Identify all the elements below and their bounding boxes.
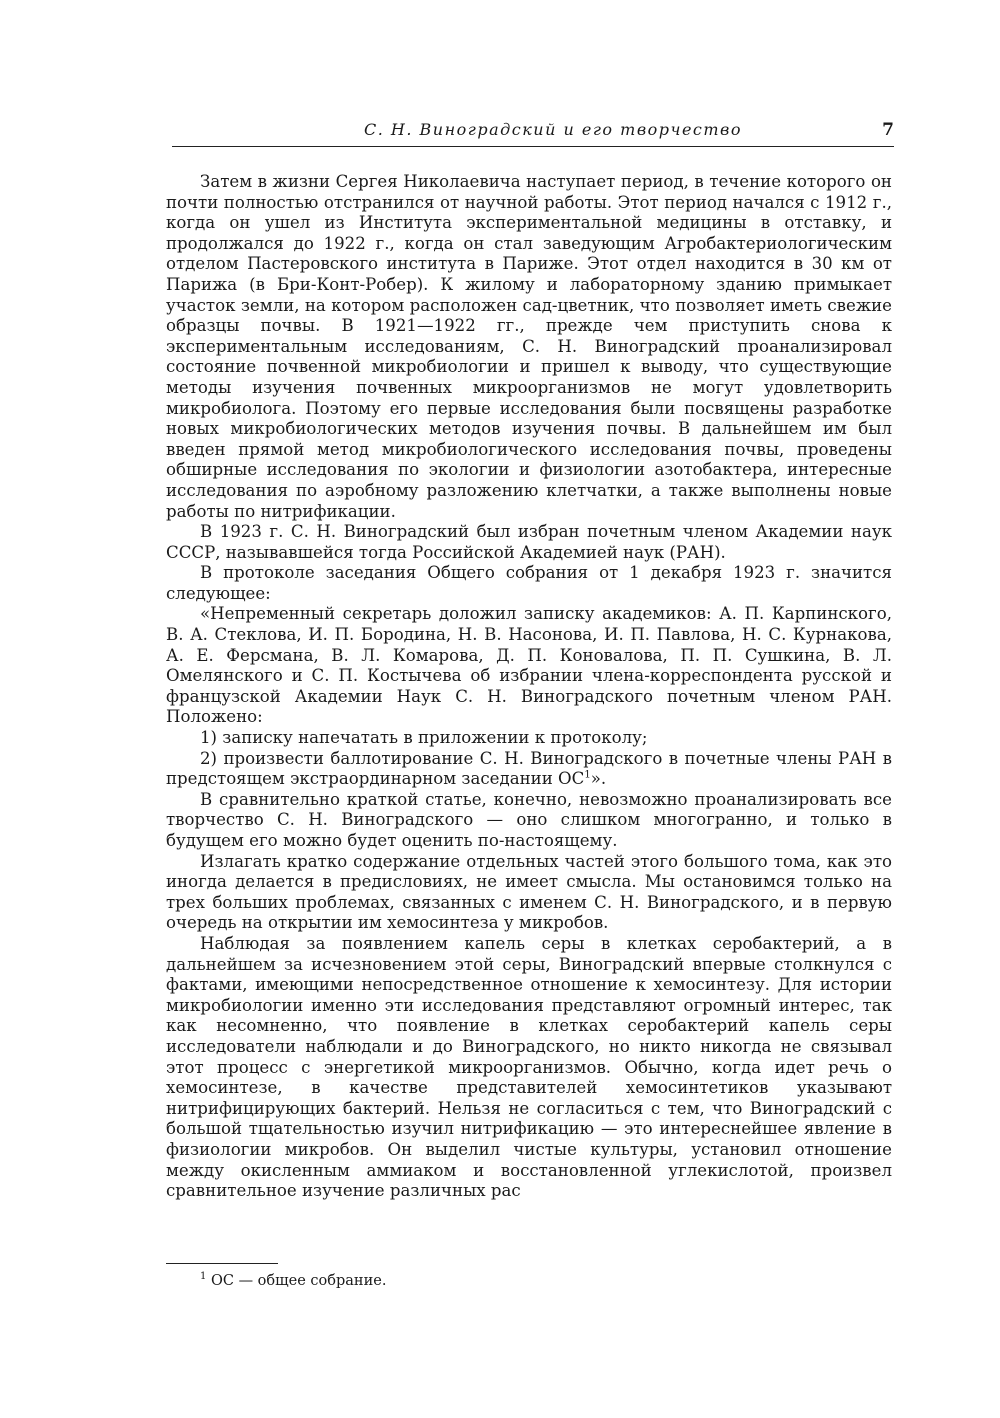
- paragraph-6: Наблюдая за появлением капель серы в клетках серобактерий, а в дальнейшем за исчезновением этой серы, Виноградский впервые столкнулся с фактами, имеющими непосредственное отношение к хемосинтезу. Для истории микробиологии именно эти исследования представляют огромный интерес, так как несомненно, что появление в клетках серобактерий капель серы исследователи наблюдали и до Виноградского, но никто никогда не связывал этот процесс с энергетикой микроорганизмов. Обычно, когда идет речь о хемосинтезе, в качестве представителей хемосинтетиков указывают нитрифицирующих бактерий. Нельзя не согласиться с тем, что Виноградский с большой тщательностью изучил нитрификацию — это интереснейшее явление в физиологии микробов. Он выделил чистые культуры, установил отношение между окисленным аммиаком и восстановленной углекислотой, произвел сравнительное изучение различных рас: [166, 933, 892, 1201]
- quote-close: ».: [590, 769, 607, 789]
- footnote-rule: [166, 1263, 278, 1264]
- paragraph-5: Излагать кратко содержание отдельных частей этого большого тома, как это иногда делается в предисловиях, не имеет смысла. Мы остановимся только на трех больших проблемах, связанных с именем С. Н. Виноградского, и в первую очередь на открытии им хемосинтеза у микробов.: [166, 851, 892, 933]
- quote-paragraph: «Непременный секретарь доложил записку академиков: А. П. Карпинского, В. А. Стеклова, И. П. Бородина, Н. В. Насонова, И. П. Павлова, Н. С. Курнакова, А. Е. Ферсмана, В. Л. Комарова, Д. П. Коновалова, П. П. Сушкина, В. Л. Омелянского и С. П. Костычева об избрании члена-корреспондента русской и французской Академии Наук С. Н. Виноградского почетным членом РАН. Положено:: [166, 604, 892, 727]
- footnote-mark: 1: [200, 1271, 207, 1283]
- paragraph-2: В 1923 г. С. Н. Виноградский был избран почетным членом Академии наук СССР, называвшейся тогда Российской Академией наук (РАН).: [166, 522, 892, 562]
- footnote-text: ОС — общее собрание.: [210, 1273, 387, 1289]
- body-text: [166, 172, 892, 1202]
- paragraph-3: В протоколе заседания Общего собрания от 1 декабря 1923 г. значится следующее:: [166, 563, 892, 603]
- running-head: [172, 120, 894, 147]
- page-number: 7: [882, 120, 894, 140]
- list-item-2-text: 2) произвести баллотирование С. Н. Виноградского в почетные члены РАН в предстоящем экстраординарном заседании ОС: [166, 748, 892, 789]
- list-item-1: 1) записку напечатать в приложении к протоколу;: [200, 728, 648, 748]
- paragraph-4: В сравнительно краткой статье, конечно, невозможно проанализировать все творчество С. Н. Виноградского — оно слишком многогранно, и только в будущем его можно будет оценить по-настоящему.: [166, 789, 892, 850]
- paragraph-1: Затем в жизни Сергея Николаевича наступает период, в течение которого он почти полностью отстранился от научной работы. Этот период начался с 1912 г., когда он ушел из Института экспериментальной медицины в отставку, и продолжался до 1922 г., когда он стал заведующим Агробактериологическим отделом Пастеровского института в Париже. Этот отдел находится в 30 км от Парижа (в Бри-Конт-Робер). К жилому и лабораторному зданию примыкает участок земли, на котором расположен сад-цветник, что позволяет иметь свежие образцы почвы. В 1921—1922 гг., прежде чем приступить снова к экспериментальным исследованиям, С. Н. Виноградский проанализировал состояние почвенной микробиологии и пришел к выводу, что существующие методы изучения почвенных микроорганизмов не могут удовлетворить микробиолога. Поэтому его первые исследования были посвящены разработке новых микробиологических методов изучения почвы. В дальнейшем им был введен прямой метод микробиологического исследования почвы, проведены обширные исследования по экологии и физиологии азотобактера, интересные исследования по аэробному разложению клетчатки, а также выполнены новые работы по нитрификации.: [166, 172, 892, 521]
- footnote-reference: 1: [584, 769, 591, 781]
- footnote: [200, 1273, 386, 1289]
- list-item-2: [166, 749, 892, 790]
- running-title: С. Н. Виноградский и его творчество: [363, 120, 742, 139]
